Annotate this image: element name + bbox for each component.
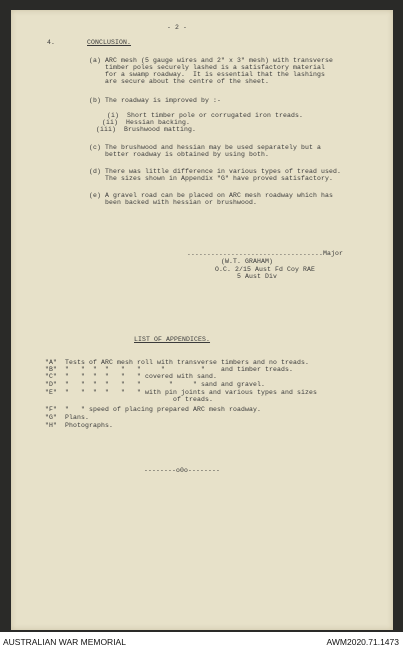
conclusion-b-intro: (b) The roadway is improved by :- xyxy=(89,97,222,104)
document-page xyxy=(11,10,393,630)
conclusion-c-line1: (c) The brushwood and hessian may be used separately but a xyxy=(89,144,322,151)
section-title: CONCLUSION. xyxy=(87,39,132,46)
conclusion-a-line1: (a) ARC mesh (5 gauge wires and 2" x 3" mesh) with transverse xyxy=(89,57,334,64)
conclusion-a-line2: timber poles securely lashed is a satisfactory material xyxy=(105,64,326,71)
conclusion-d-line2: The sizes shown in Appendix "G" have proved satisfactory. xyxy=(105,175,334,182)
appendix-g: "G" Plans. xyxy=(45,414,90,421)
signature-name: (W.T. GRAHAM) xyxy=(221,258,274,265)
appendix-b: "B" " " " " " " " " and timber treads. xyxy=(45,366,294,373)
archive-footer xyxy=(0,632,403,653)
signature-line: ..................................Major xyxy=(187,250,344,257)
conclusion-e-line1: (e) A gravel road can be placed on ARC mesh roadway which has xyxy=(89,192,334,199)
appendix-h: "H" Photographs. xyxy=(45,422,114,429)
signature-unit: O.C. 2/15 Aust Fd Coy RAE xyxy=(215,266,316,273)
appendices-title: LIST OF APPENDICES. xyxy=(134,336,211,343)
footer-institution: AUSTRALIAN WAR MEMORIAL xyxy=(3,637,126,647)
conclusion-a-line3: for a swamp roadway. It is essential that the lashings xyxy=(105,71,326,78)
footer-accession-number: AWM2020.71.1473 xyxy=(326,637,399,647)
conclusion-b-item-3: (iii) Brushwood matting. xyxy=(96,126,197,133)
conclusion-a-line4: are secure about the centre of the sheet. xyxy=(105,78,270,85)
conclusion-e-line2: been backed with hessian or brushwood. xyxy=(105,199,258,206)
appendix-e-cont: of treads. xyxy=(45,396,214,403)
signature-division: 5 Aust Div xyxy=(237,273,278,280)
appendix-f: "F" " " speed of placing prepared ARC mesh roadway. xyxy=(45,406,262,413)
section-number: 4. xyxy=(47,39,56,46)
conclusion-b-item-1: (i) Short timber pole or corrugated iron treads. xyxy=(107,112,304,119)
end-mark: --------o0o-------- xyxy=(144,467,221,474)
conclusion-c-line2: better roadway is obtained by using both. xyxy=(105,151,270,158)
appendix-e: "E" " " " " " " with pin joints and various types and sizes xyxy=(45,389,318,396)
appendix-a: "A" Tests of ARC mesh roll with transverse timbers and no treads. xyxy=(45,359,310,366)
appendix-d: "D" " " " " " " " " sand and gravel. xyxy=(45,381,266,388)
page-number: - 2 - xyxy=(167,24,188,31)
conclusion-d-line1: (d) There was little difference in various types of tread used. xyxy=(89,168,342,175)
appendix-c: "C" " " " " " " covered with sand. xyxy=(45,373,218,380)
conclusion-b-item-2: (ii) Hessian backing. xyxy=(102,119,191,126)
